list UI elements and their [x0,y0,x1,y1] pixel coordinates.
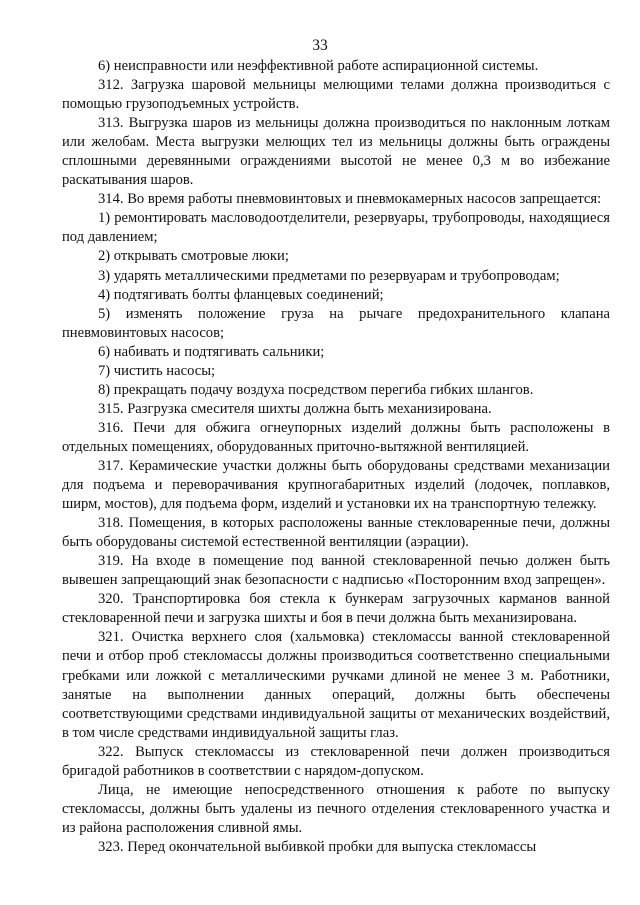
list-item: 8) прекращать подачу воздуха посредством перегиба гибких шлангов. [98,381,534,398]
paragraph: 315. Разгрузка смесителя шихты должна быть механизирована. [98,400,492,417]
list-item: 4) подтягивать болты фланцевых соединений; [98,286,384,303]
paragraph: 316. Печи для обжига огнеупорных изделий должны быть расположены в отдельных помещениях, оборудованных приточно-вытяжной вентиляцией. [62,419,610,455]
paragraph: 322. Выпуск стекломассы из стекловаренной печи должен производиться бригадой работников в соответствии с нарядом-допуском. [62,743,610,779]
paragraph: 321. Очистка верхнего слоя (хальмовка) стекломассы ванной стекловаренной печи и отбор проб стекломассы должны производиться соответственно специальными гребками или ложкой с металлическими ручками длиной не менее 3 м. Работники, занятые на выполнении данных операций, должны быть обеспечены соответствующими средствами индивидуальной защиты от механических воздействий, в том числе средствами индивидуальной защиты глаз. [62,629,610,741]
paragraph: 319. На входе в помещение под ванной стекловаренной печью должен быть вывешен запрещающий знак безопасности с надписью «Посторонним вход запрещен». [62,553,610,589]
paragraph: 312. Загрузка шаровой мельницы мелющими телами должна производиться с помощью грузоподъемных устройств. [62,77,610,113]
paragraph: 317. Керамические участки должны быть оборудованы средствами механизации для подъема и переворачивания крупногабаритных изделий (лодочек, поплавков, ширм, мостов), для подъема форм, изделий и установки их на транспортную тележку. [62,457,610,513]
paragraph: 6) неисправности или неэффективной работе аспирационной системы. [98,58,539,74]
paragraph: 318. Помещения, в которых расположены ванные стекловаренные печи, должны быть оборудованы системой естественной вентиляции (аэрации). [62,515,610,551]
page-number: 33 [312,37,328,54]
document-body [62,57,610,857]
paragraph: Лица, не имеющие непосредственного отношения к работе по выпуску стекломассы, должны быть удалены из печного отделения стекловаренного участка и из района расположения сливной ямы. [62,781,610,836]
list-item: 5) изменять положение груза на рычаге предохранительного клапана пневмовинтовых насосов; [62,305,610,341]
paragraph: 320. Транспортировка боя стекла к бункерам загрузочных карманов ванной стекловаренной печи и загрузка шихты и боя в печи должна быть механизирована. [62,591,610,627]
list-item: 1) ремонтировать масловодоотделители, резервуары, трубопроводы, находящиеся под давлением; [62,210,610,246]
list-item: 2) открывать смотровые люки; [98,248,289,265]
paragraph: 323. Перед окончательной выбивкой пробки для выпуска стекломассы [98,838,537,855]
list-item: 7) чистить насосы; [98,362,216,379]
list-item: 6) набивать и подтягивать сальники; [98,343,325,360]
list-item: 3) ударять металлическими предметами по резервуарам и трубопроводам; [98,267,560,284]
paragraph: 314. Во время работы пневмовинтовых и пневмокамерных насосов запрещается: [98,191,602,208]
paragraph: 313. Выгрузка шаров из мельницы должна производиться по наклонным лоткам или желобам. Места выгрузки мелющих тел из мельницы должны быть ограждены сплошными деревянными ограждениями высотой не менее 0,3 м во избежание раскатывания шаров. [62,115,610,189]
